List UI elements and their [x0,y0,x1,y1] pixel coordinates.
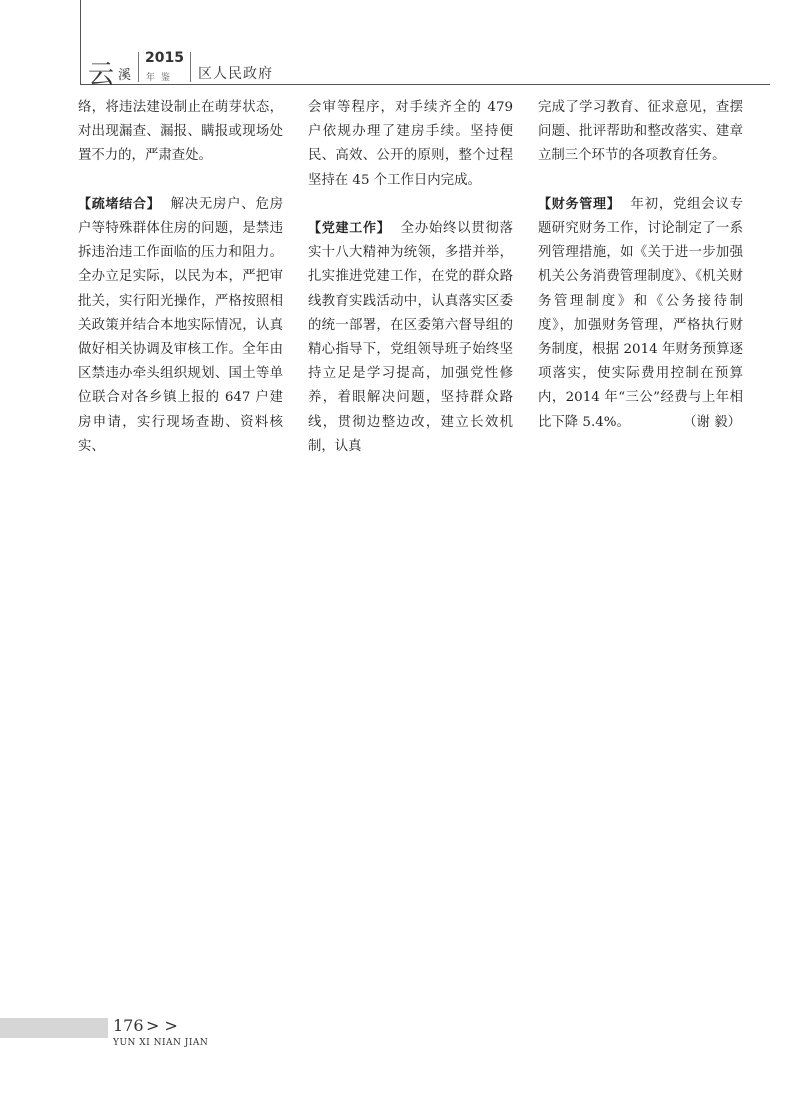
paragraph [308,217,513,459]
yearbook-logo-sub: 溪 [118,68,132,83]
text-column-3 [538,96,743,435]
yearbook-label: 年鉴 [146,73,177,83]
paragraph-heading: 【党建工作】 [308,221,391,236]
text-column-1 [78,96,283,459]
paragraph [538,96,743,169]
paragraph-text: 年初，党组会议专题研究财务工作，讨论制定了一系列管理措施，如《关于进一步加强机关公务消费管理制度》、《机关财务管理制度》和《公务接待制度》，加强财务管理，严格执行财务制度，根据 2014 年财务预算逐项落实，使实际费用控制在预算内，2014 年“三公”经费与上年相比下降 5.4%。 [538,196,743,430]
yearbook-year: 2015 [145,50,184,66]
text-column-2 [308,96,513,459]
header-separator [138,52,139,82]
paragraph [78,96,283,169]
yearbook-logo-main: 云 [88,60,115,90]
header-horizontal-rule [80,84,770,85]
section-title: 区人民政府 [198,66,273,82]
paragraph-text: 全办始终以贯彻落实十八大精神为统领，多措并举，扎实推进党建工作，在党的群众路线教育实践活动中，认真落实区委的统一部署，在区委第六督导组的精心指导下，党组领导班子始终坚持立足是学习提高，加强党性修养，着眼解决问题，坚持群众路线，贯彻边整边改，建立长效机制，认真 [308,221,513,454]
header-separator [190,52,191,82]
paragraph-text: 解决无房户、危房户等特殊群体住房的问题，是禁违拆违治违工作面临的压力和阻力。全办立足实际，以民为本，严把审批关，实行阳光操作，严格按照相关政策并结合本地实际情况，认真做好相关协调及审核工作。全年由区禁违办牵头组织规划、国土等单位联合对各乡镇上报的 647 户建房申请，实行现场查勘、资料核实、 [78,196,283,454]
paragraph-heading: 【财务管理】 [538,196,621,212]
footer-subtitle: YUN XI NIAN JIAN [113,1038,209,1048]
footer-bar [0,1018,108,1038]
paragraph-heading: 【疏堵结合】 [78,196,161,212]
paragraph-text: 完成了学习教育、征求意见，查摆问题、批评帮助和整改落实、建章立制三个环节的各项教育任务。 [538,100,743,164]
author-credit: （谢 毅） [683,414,741,430]
footer-arrows: > > [146,1016,178,1035]
paragraph-text: 络，将违法建设制止在萌芽状态，对出现漏查、漏报、瞒报或现场处置不力的，严肃查处。 [78,100,283,164]
paragraph [538,193,743,435]
page-number: 176 [113,1016,144,1035]
header-vertical-rule [80,0,81,84]
paragraph [308,96,513,193]
paragraph [78,193,283,459]
paragraph-text: 会审等程序，对手续齐全的 479 户依规办理了建房手续。坚持便民、高效、公开的原则，整个过程坚持在 45 个工作日内完成。 [308,100,513,188]
